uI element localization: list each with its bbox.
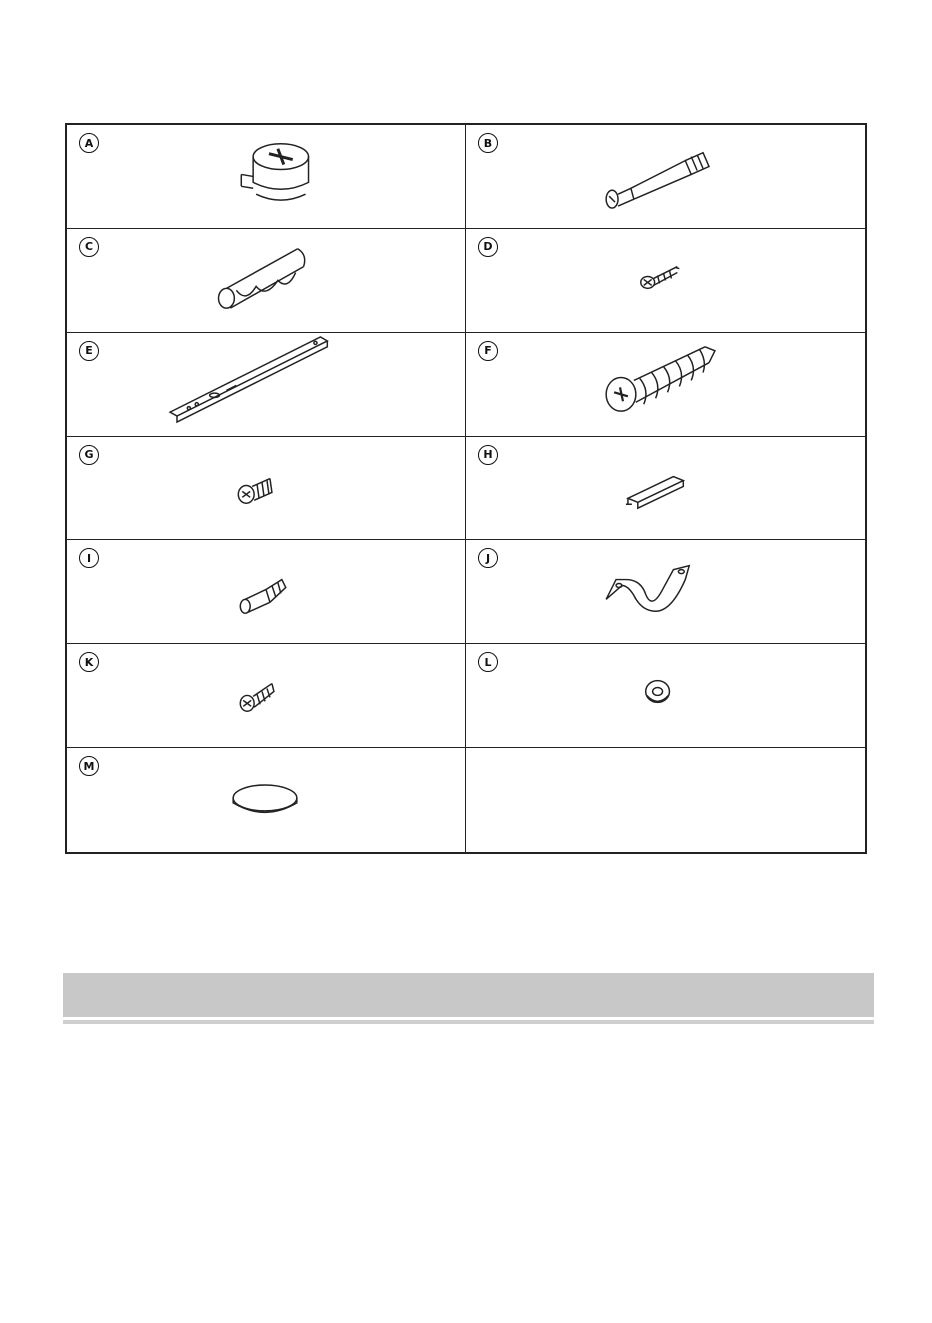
part-label-j: J xyxy=(478,548,498,568)
part-cell-j xyxy=(466,540,865,644)
part-label-l: L xyxy=(478,652,498,672)
metal-bracket-bar-icon xyxy=(67,333,465,436)
felt-pad-icon xyxy=(67,748,465,852)
part-cell-i xyxy=(67,540,466,644)
part-cell-e xyxy=(67,333,466,437)
machine-screw-icon xyxy=(67,437,465,540)
washer-icon xyxy=(466,644,865,747)
cam-bolt-icon xyxy=(466,125,865,228)
part-label-f: F xyxy=(478,341,498,361)
small-screw-icon xyxy=(466,229,865,332)
section-divider xyxy=(63,1020,874,1024)
part-label-i: I xyxy=(79,548,99,568)
cam-lock-icon xyxy=(67,125,465,228)
clip-icon xyxy=(466,437,865,540)
part-cell-m xyxy=(67,748,466,852)
part-cell-b xyxy=(466,125,865,229)
part-cell-f xyxy=(466,333,865,437)
short-screw-icon xyxy=(67,644,465,747)
part-cell-d xyxy=(466,229,865,333)
part-cell-c xyxy=(67,229,466,333)
part-label-h: H xyxy=(478,445,498,465)
long-wood-screw-icon xyxy=(466,333,865,436)
part-label-a: A xyxy=(79,133,99,153)
part-cell-l xyxy=(466,644,865,748)
safety-strap-icon xyxy=(466,540,865,643)
part-cell-h xyxy=(466,437,865,541)
part-label-b: B xyxy=(478,133,498,153)
wall-plug-icon xyxy=(67,540,465,643)
wooden-dowel-icon xyxy=(67,229,465,332)
part-label-d: D xyxy=(478,237,498,257)
part-label-g: G xyxy=(79,445,99,465)
part-cell-k xyxy=(67,644,466,748)
part-cell-g xyxy=(67,437,466,541)
section-header-bar xyxy=(63,973,874,1017)
part-label-m: M xyxy=(79,756,99,776)
part-label-k: K xyxy=(79,652,99,672)
part-label-c: C xyxy=(79,237,99,257)
part-label-e: E xyxy=(79,341,99,361)
hardware-parts-table xyxy=(65,123,867,854)
empty-cell xyxy=(466,748,865,852)
part-cell-a xyxy=(67,125,466,229)
